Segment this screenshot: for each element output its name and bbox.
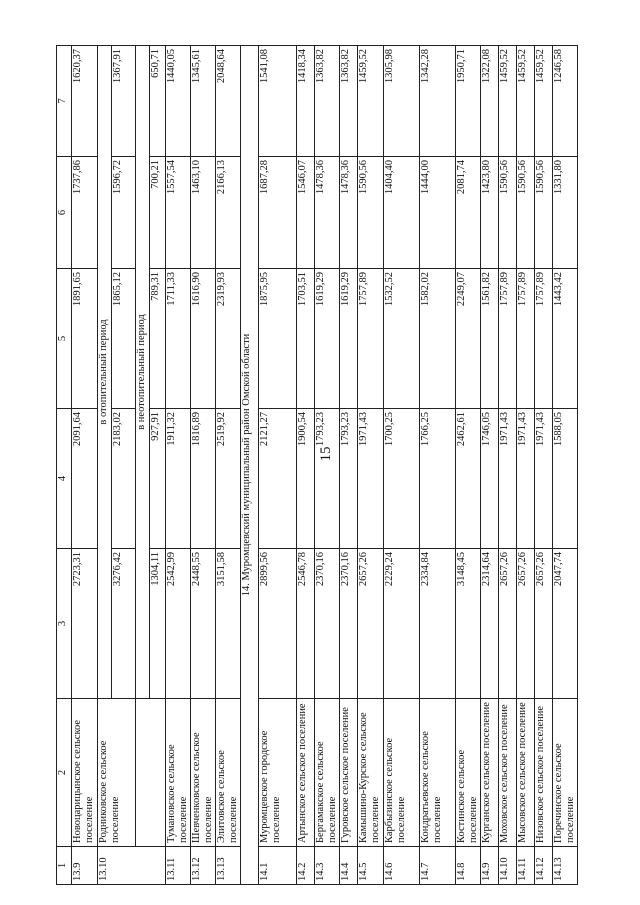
table-row: [420, 46, 456, 885]
value-cell: 1596,72: [112, 157, 136, 269]
page-number: 15: [318, 446, 334, 462]
value-cell: 1793,23: [340, 409, 358, 549]
value-cell: 2166,13: [216, 157, 241, 269]
value-cell: 1816,89: [191, 409, 216, 549]
value-cell: 2183,02: [112, 409, 136, 549]
row-number: 14.12: [535, 847, 553, 885]
settlement-name: Гуровское сельское поселение: [340, 699, 358, 847]
value-cell: 1459,52: [358, 46, 384, 157]
value-cell: 1687,28: [259, 157, 297, 269]
value-cell: 1757,89: [517, 269, 535, 409]
table-row: [191, 46, 216, 885]
row-number: 14.5: [358, 847, 384, 885]
value-cell: 1616,90: [191, 269, 216, 409]
table-row: [72, 46, 98, 885]
value-cell: 1582,02: [420, 269, 456, 409]
row-number: 14.10: [499, 847, 517, 885]
value-cell: 2229,24: [384, 549, 420, 699]
value-cell: 1423,80: [481, 157, 499, 269]
column-header: 6: [57, 157, 72, 269]
header-row: [57, 46, 72, 885]
value-cell: 1737,86: [72, 157, 98, 269]
settlement-name: Бергамакское сельское поселение: [315, 699, 340, 847]
section-row: [241, 46, 259, 885]
blank-cell: [136, 699, 166, 847]
value-cell: 1305,98: [384, 46, 420, 157]
table-row: [535, 46, 553, 885]
value-cell: 2448,55: [191, 549, 216, 699]
value-cell: 1440,05: [166, 46, 191, 157]
table-row: [259, 46, 297, 885]
table-row: [358, 46, 384, 885]
value-cell: 1620,37: [72, 46, 98, 157]
row-number: 13.12: [191, 847, 216, 885]
settlement-name: Камышино-Курское сельское поселение: [358, 699, 384, 847]
table-row: [499, 46, 517, 885]
row-number: 14.4: [340, 847, 358, 885]
column-header: 4: [57, 409, 72, 549]
row-number: 14.13: [553, 847, 578, 885]
value-cell: 2723,31: [72, 549, 98, 699]
value-cell: 1459,52: [499, 46, 517, 157]
row-number: 14.7: [420, 847, 456, 885]
settlement-name: Карбызинское сельское поселение: [384, 699, 420, 847]
row-number: 14.1: [259, 847, 297, 885]
table-row: [553, 46, 578, 885]
row-number: 14.9: [481, 847, 499, 885]
row-number: 14.11: [517, 847, 535, 885]
value-cell: 1891,65: [72, 269, 98, 409]
value-cell: 3151,58: [216, 549, 241, 699]
value-cell: 2314,64: [481, 549, 499, 699]
value-cell: 1766,25: [420, 409, 456, 549]
row-number: 14.6: [384, 847, 420, 885]
value-cell: 1900,54: [297, 409, 315, 549]
value-cell: 1541,08: [259, 46, 297, 157]
value-cell: 1418,34: [297, 46, 315, 157]
row-number: 13.13: [216, 847, 241, 885]
section-heading: 14. Муромцевский муниципальный район Омской области: [241, 46, 259, 885]
value-cell: 2657,26: [358, 549, 384, 699]
column-header: 1: [57, 847, 72, 885]
value-cell: 650,71: [150, 46, 166, 157]
value-cell: 2657,26: [499, 549, 517, 699]
value-cell: 2657,26: [517, 549, 535, 699]
value-cell: 1590,56: [535, 157, 553, 269]
value-cell: 1363,82: [340, 46, 358, 157]
column-header: 2: [57, 699, 72, 847]
value-cell: 927,91: [150, 409, 166, 549]
value-cell: 700,21: [150, 157, 166, 269]
value-cell: 1971,43: [358, 409, 384, 549]
column-header: 3: [57, 549, 72, 699]
rotated-table-frame: [56, 46, 604, 885]
value-cell: 2542,99: [166, 549, 191, 699]
value-cell: 1757,89: [358, 269, 384, 409]
table-row: [517, 46, 535, 885]
settlement-name: Кондратьевское сельское поселение: [420, 699, 456, 847]
settlement-name: Костинское сельское поселение: [456, 699, 481, 847]
row-number: 14.3: [315, 847, 340, 885]
column-header: 7: [57, 46, 72, 157]
table-row: [216, 46, 241, 885]
value-cell: 1478,36: [315, 157, 340, 269]
settlement-name: Тумановское сельское поселение: [166, 699, 191, 847]
value-cell: 2657,26: [535, 549, 553, 699]
value-cell: 1746,05: [481, 409, 499, 549]
value-cell: 1793,23: [315, 409, 340, 549]
value-cell: 2047,74: [553, 549, 578, 699]
settlement-name: Новоцарицынское сельское поселение: [72, 699, 98, 847]
value-cell: 1331,80: [553, 157, 578, 269]
value-cell: 1971,43: [535, 409, 553, 549]
value-cell: 2091,64: [72, 409, 98, 549]
value-cell: 1363,82: [315, 46, 340, 157]
value-cell: 3148,45: [456, 549, 481, 699]
value-cell: 1865,12: [112, 269, 136, 409]
table-row: [315, 46, 340, 885]
value-cell: 1703,51: [297, 269, 315, 409]
value-cell: 1875,95: [259, 269, 297, 409]
value-cell: 1478,36: [340, 157, 358, 269]
row-number: 14.2: [297, 847, 315, 885]
table-row: [456, 46, 481, 885]
value-cell: 1304,11: [150, 549, 166, 699]
row-number: 13.9: [72, 847, 98, 885]
value-cell: 2370,16: [315, 549, 340, 699]
value-cell: 1561,82: [481, 269, 499, 409]
table-wrapper: [56, 46, 604, 885]
value-cell: 1463,10: [191, 157, 216, 269]
value-cell: 1590,56: [358, 157, 384, 269]
value-cell: 1532,52: [384, 269, 420, 409]
value-cell: 1911,32: [166, 409, 191, 549]
value-cell: 1459,52: [535, 46, 553, 157]
value-cell: 1757,89: [499, 269, 517, 409]
value-cell: 1619,29: [340, 269, 358, 409]
tariff-table: [56, 45, 578, 885]
table-row: [297, 46, 315, 885]
settlement-name: Артынское сельское поселение: [297, 699, 315, 847]
column-header: 5: [57, 269, 72, 409]
value-cell: 1557,54: [166, 157, 191, 269]
settlement-name: Родниковское сельское поселение: [98, 699, 136, 847]
value-cell: 1345,61: [191, 46, 216, 157]
value-cell: 1971,43: [517, 409, 535, 549]
table-row: [98, 46, 112, 885]
value-cell: 1443,42: [553, 269, 578, 409]
value-cell: 2249,07: [456, 269, 481, 409]
value-cell: 2334,84: [420, 549, 456, 699]
row-number: 13.11: [166, 847, 191, 885]
value-cell: 1700,25: [384, 409, 420, 549]
value-cell: 1711,33: [166, 269, 191, 409]
table-row: [340, 46, 358, 885]
settlement-name: Низовское сельское поселение: [535, 699, 553, 847]
value-cell: 1950,71: [456, 46, 481, 157]
row-number: 13.10: [98, 847, 166, 885]
value-cell: 1342,28: [420, 46, 456, 157]
value-cell: 1546,07: [297, 157, 315, 269]
value-cell: 1444,00: [420, 157, 456, 269]
value-cell: 1588,05: [553, 409, 578, 549]
value-cell: 1590,56: [499, 157, 517, 269]
value-cell: 2081,74: [456, 157, 481, 269]
settlement-name: Муромцевское городское поселение: [259, 699, 297, 847]
value-cell: 1619,29: [315, 269, 340, 409]
value-cell: 1757,89: [535, 269, 553, 409]
value-cell: 2899,56: [259, 549, 297, 699]
table-row: [384, 46, 420, 885]
value-cell: 1590,56: [517, 157, 535, 269]
value-cell: 1246,58: [553, 46, 578, 157]
value-cell: 1367,91: [112, 46, 136, 157]
value-cell: 1971,43: [499, 409, 517, 549]
value-cell: 789,31: [150, 269, 166, 409]
value-cell: 3276,42: [112, 549, 136, 699]
value-cell: 2462,61: [456, 409, 481, 549]
table-row: [136, 46, 150, 885]
settlement-name: Шевченковское сельское поселение: [191, 699, 216, 847]
value-cell: 1322,08: [481, 46, 499, 157]
settlement-name: Моховское сельское поселение: [499, 699, 517, 847]
value-cell: 2519,92: [216, 409, 241, 549]
row-number: 14.8: [456, 847, 481, 885]
value-cell: 2048,64: [216, 46, 241, 157]
value-cell: 2546,78: [297, 549, 315, 699]
value-cell: 2121,27: [259, 409, 297, 549]
settlement-name: Поречинское сельское поселение: [553, 699, 578, 847]
period-label: в отопительный период: [98, 46, 112, 699]
table-row: [166, 46, 191, 885]
value-cell: 2370,16: [340, 549, 358, 699]
value-cell: 1459,52: [517, 46, 535, 157]
settlement-name: Мысовское сельское поселение: [517, 699, 535, 847]
value-cell: 1404,40: [384, 157, 420, 269]
settlement-name: Элитовское сельское поселение: [216, 699, 241, 847]
table-row: [481, 46, 499, 885]
settlement-name: Курганское сельское поселение: [481, 699, 499, 847]
period-label: в неотопительный период: [136, 46, 150, 699]
value-cell: 2319,93: [216, 269, 241, 409]
